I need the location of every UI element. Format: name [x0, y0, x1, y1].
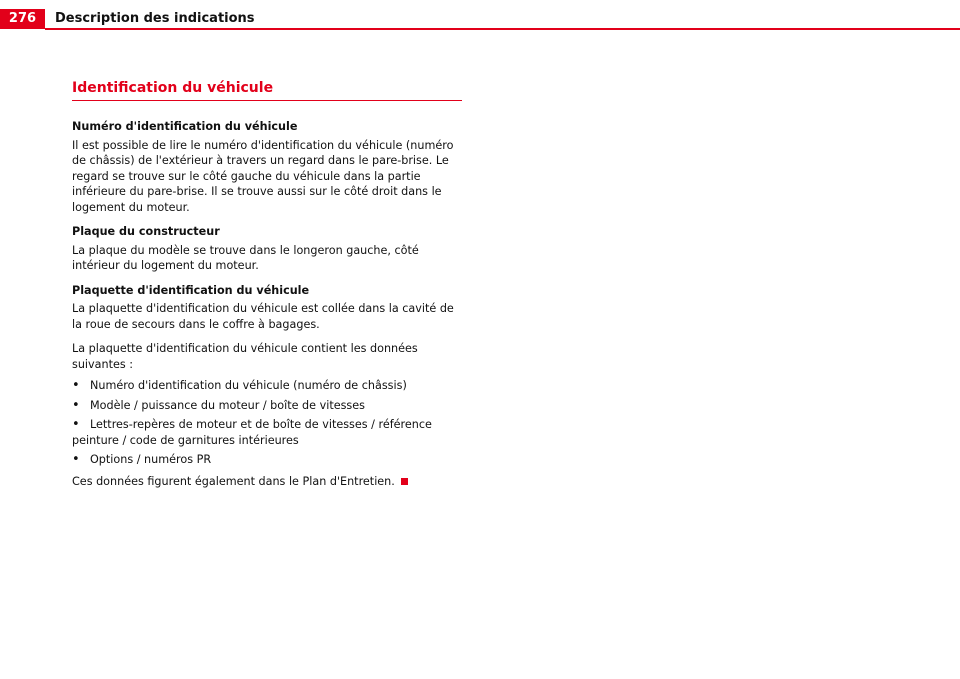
header-rule — [45, 28, 960, 30]
closing-text: Ces données figurent également dans le Plan d'Entretien. — [72, 474, 395, 488]
bullet-icon: • — [72, 417, 80, 432]
plate-text: La plaque du modèle se trouve dans le longeron gauche, côté intérieur du logement du moteur. — [72, 243, 419, 272]
list-item — [72, 398, 462, 414]
section-title: Identification du véhicule — [72, 78, 462, 101]
sticker-data-list — [72, 378, 462, 468]
plate-heading: Plaque du constructeur — [72, 225, 220, 238]
list-item — [72, 378, 462, 394]
closing-text-paragraph — [72, 474, 462, 490]
vin-text: Il est possible de lire le numéro d'identification du véhicule (numéro de châssis) de l'extérieur à travers un regard dans le pare-brise. Le regard se trouve sur le côté gauche du véhicule dans la partie inférieure du pare-brise. Il se trouve aussi sur le côté droit dans le logement du moteur. — [72, 138, 454, 214]
list-item — [72, 452, 462, 468]
sticker-contents-intro: La plaquette d'identification du véhicule contient les données suivantes : — [72, 342, 418, 371]
header-title: Description des indications — [55, 11, 255, 26]
list-item-text: Numéro d'identification du véhicule (numéro de châssis) — [90, 379, 407, 392]
list-item-text: Options / numéros PR — [90, 453, 212, 466]
bullet-icon: • — [72, 452, 80, 467]
vin-heading: Numéro d'identification du véhicule — [72, 120, 298, 133]
red-square-end-icon — [401, 478, 408, 485]
list-item — [72, 417, 462, 448]
list-item-text: Modèle / puissance du moteur / boîte de vitesses — [90, 398, 365, 412]
bullet-icon: • — [72, 378, 80, 393]
page-header — [0, 0, 960, 30]
sticker-heading: Plaquette d'identification du véhicule — [72, 283, 310, 297]
sticker-location-text: La plaquette d'identification du véhicule est collée dans la cavité de la roue de secours dans le coffre à bagages. — [72, 302, 454, 331]
page-number: 276 — [0, 9, 45, 29]
list-item-text: Lettres-repères de moteur et de boîte de vitesses / référence peinture / code de garnitures intérieures — [72, 418, 432, 447]
main-content — [72, 78, 462, 498]
bullet-icon: • — [72, 397, 80, 413]
